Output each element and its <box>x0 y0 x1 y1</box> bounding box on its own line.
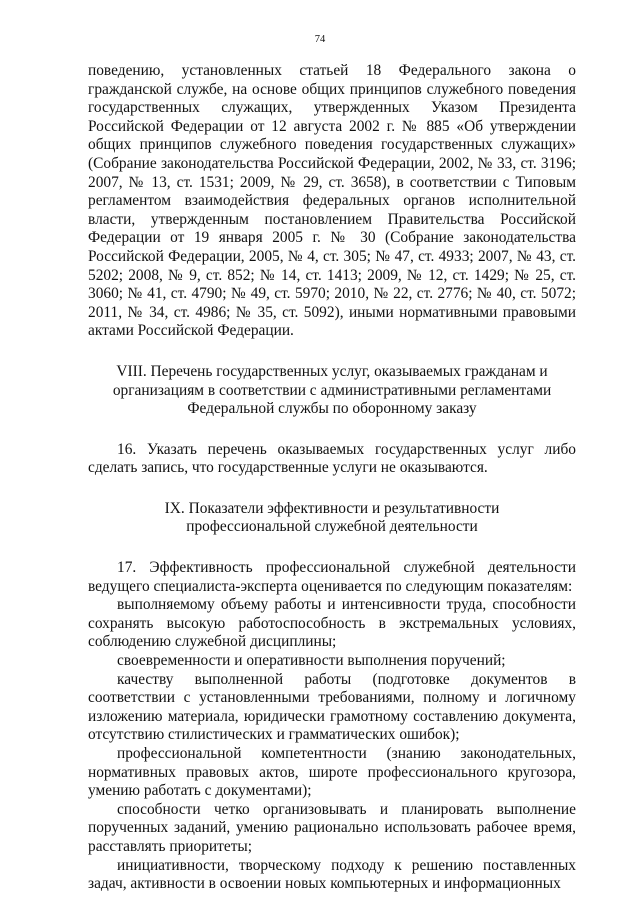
indicator-item: способности четко организовывать и планировать выполнение порученных заданий, умению рационально использовать рабочее время, расставлять приоритеты; <box>88 800 576 855</box>
indicator-item: качеству выполненной работы (подготовке документов в соответствии с установленными требованиями, полному и логичному изложению материала, юридически грамотному составлению документа, отсутствию стилистических и грамматических ошибок); <box>88 670 576 744</box>
continued-paragraph: поведению, установленных статьей 18 Федерального закона о гражданской службе, на основе общих принципов служебного поведения государственных служащих, утвержденных Указом Президента Российской Федерации от 12 августа 2002 г. № 885 «Об утверждении общих принципов служебного поведения государственных служащих» (Собрание законодательства Российской Федерации, 2002, № 33, ст. 3196; 2007, № 13, ст. 1531; 2009, № 29, ст. 3658), в соответствии с Типовым регламентом взаимодействия федеральных органов исполнительной власти, утвержденным постановлением Правительства Российской Федерации от 19 января 2005 г. № 30 (Собрание законодательства Российской Федерации, 2005, № 4, ст. 305; № 47, ст. 4933; 2007, № 43, ст. 5202; 2008, № 9, ст. 852; № 14, ст. 1413; 2009, № 12, ст. 1429; № 25, ст. 3060; № 41, ст. 4790; № 49, ст. 5970; 2010, № 22, ст. 2776; № 40, ст. 5072; 2011, № 34, ст. 4986; № 35, ст. 5092), иными нормативными правовыми актами Российской Федерации. <box>88 62 576 340</box>
page-number: 74 <box>314 34 326 45</box>
section-8-heading-line: VIII. Перечень государственных услуг, оказываемых гражданам и <box>116 362 548 380</box>
section-9-heading-line: профессиональной служебной деятельности <box>186 518 478 536</box>
section-8-heading <box>88 363 576 419</box>
indicator-item: профессиональной компетентности (знанию законодательных, нормативных правовых актов, широте профессионального кругозора, умению работать с документами); <box>88 745 576 800</box>
paragraph-16: 16. Указать перечень оказываемых государственных услуг либо сделать запись, что государственные услуги не оказываются. <box>88 440 576 477</box>
section-9-heading <box>88 500 576 537</box>
indicator-item: инициативности, творческому подходу к решению поставленных задач, активности в освоении новых компьютерных и информационных <box>88 856 576 893</box>
document-body <box>88 62 576 894</box>
section-9-heading-line: IX. Показатели эффективности и результативности <box>164 499 500 517</box>
indicator-item: своевременности и оперативности выполнения поручений; <box>117 652 506 670</box>
section-8-heading-line: Федеральной службы по оборонному заказу <box>187 400 477 418</box>
indicator-item: выполняемому объему работы и интенсивности труда, способности сохранять высокую работоспособность в экстремальных условиях, соблюдению служебной дисциплины; <box>88 596 576 651</box>
section-8-heading-line: организациям в соответствии с административными регламентами <box>112 381 552 399</box>
paragraph-17: 17. Эффективность профессиональной служебной деятельности ведущего специалиста-эксперта оценивается по следующим показателям: <box>88 559 576 595</box>
